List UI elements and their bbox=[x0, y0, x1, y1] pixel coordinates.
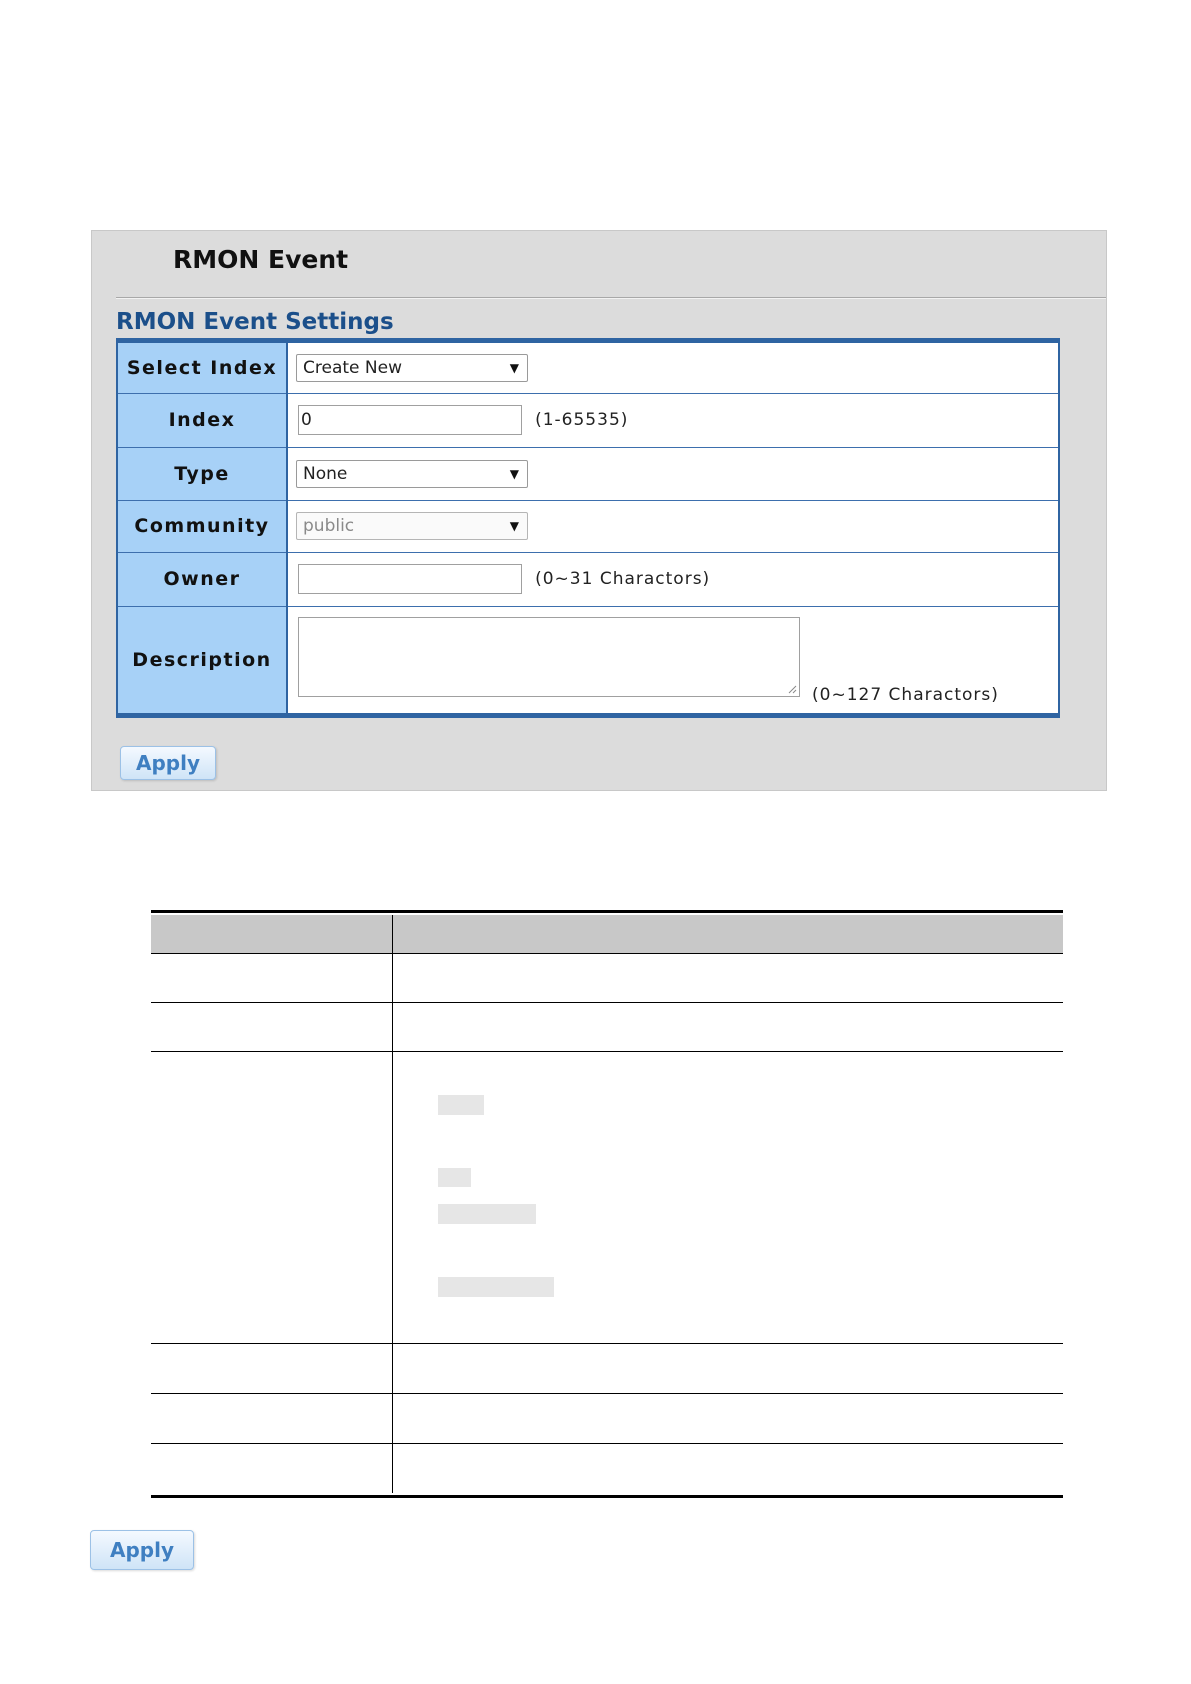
community-dropdown[interactable] bbox=[296, 512, 528, 540]
table-cell bbox=[393, 1052, 1063, 1343]
table-cell bbox=[393, 1394, 1063, 1443]
community-label: Community bbox=[117, 500, 287, 552]
owner-row bbox=[117, 552, 1059, 606]
table-header-cell bbox=[151, 915, 393, 953]
table-top-rule bbox=[151, 910, 1063, 913]
table-cell bbox=[393, 1344, 1063, 1393]
index-input[interactable]: 0 bbox=[298, 405, 522, 435]
redacted-text bbox=[438, 1095, 484, 1115]
type-row bbox=[117, 447, 1059, 500]
type-label: Type bbox=[117, 447, 287, 500]
owner-input[interactable] bbox=[298, 564, 522, 594]
section-title: RMON Event Settings bbox=[116, 309, 394, 335]
table-row bbox=[151, 1394, 1063, 1444]
table-cell bbox=[151, 954, 393, 1002]
redacted-text bbox=[438, 1168, 471, 1187]
owner-length-hint: (0~31 Charactors) bbox=[535, 569, 711, 590]
resize-grip-icon[interactable] bbox=[787, 684, 797, 694]
description-length-hint: (0~127 Charactors) bbox=[812, 685, 999, 705]
dropdown-arrow-icon: ▼ bbox=[509, 466, 519, 481]
select-index-value: Create New bbox=[303, 357, 402, 378]
description-label: Description bbox=[117, 606, 287, 715]
index-row bbox=[117, 393, 1059, 447]
rmon-event-panel bbox=[91, 230, 1107, 791]
table-cell bbox=[151, 1444, 393, 1493]
description-row bbox=[117, 606, 1059, 715]
owner-label: Owner bbox=[117, 552, 287, 606]
select-index-dropdown[interactable] bbox=[296, 354, 528, 382]
table-cell bbox=[393, 1003, 1063, 1051]
table-row bbox=[151, 954, 1063, 1003]
table-cell bbox=[151, 1052, 393, 1343]
dropdown-arrow-icon: ▼ bbox=[509, 360, 519, 375]
table-header-row bbox=[151, 915, 1063, 954]
page-title: RMON Event bbox=[173, 245, 349, 274]
table-row bbox=[151, 1344, 1063, 1394]
title-divider bbox=[116, 297, 1106, 299]
select-index-row bbox=[117, 341, 1059, 394]
community-row bbox=[117, 500, 1059, 552]
table-cell bbox=[151, 1003, 393, 1051]
table-header-cell bbox=[393, 915, 1063, 953]
table-cell bbox=[393, 1444, 1063, 1493]
type-value: None bbox=[303, 463, 348, 484]
dropdown-arrow-icon: ▼ bbox=[509, 519, 519, 534]
community-value: public bbox=[303, 516, 355, 537]
description-textarea[interactable] bbox=[298, 617, 800, 697]
redacted-text bbox=[438, 1277, 554, 1297]
redacted-text bbox=[438, 1204, 536, 1224]
table-cell bbox=[393, 954, 1063, 1002]
index-label: Index bbox=[117, 393, 287, 447]
select-index-label: Select Index bbox=[117, 341, 287, 394]
field-description-table bbox=[151, 910, 1063, 1498]
table-cell bbox=[151, 1394, 393, 1443]
table-bottom-rule bbox=[151, 1495, 1063, 1498]
table-row bbox=[151, 1003, 1063, 1052]
rmon-event-settings-table bbox=[116, 338, 1060, 718]
table-cell bbox=[151, 1344, 393, 1393]
table-row bbox=[151, 1052, 1063, 1344]
index-range-hint: (1-65535) bbox=[535, 410, 629, 431]
panel-apply-button[interactable]: Apply bbox=[120, 746, 216, 780]
page-apply-button[interactable]: Apply bbox=[90, 1530, 194, 1570]
table-row bbox=[151, 1444, 1063, 1493]
type-dropdown[interactable] bbox=[296, 460, 528, 488]
